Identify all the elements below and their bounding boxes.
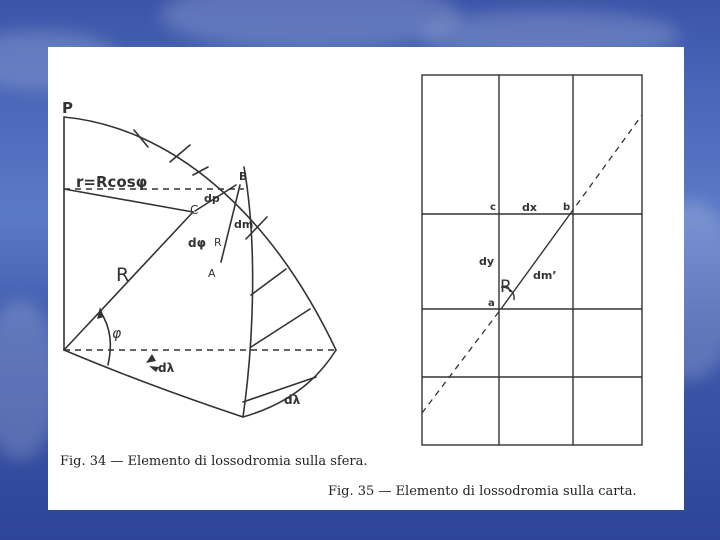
label-R-angle: R (500, 277, 512, 297)
label-dx: dx (522, 201, 537, 214)
label-dm-prime: dm’ (533, 269, 557, 282)
label-point-a: a (488, 298, 495, 309)
label-point-C: C (190, 203, 199, 217)
chart-frame (422, 75, 642, 445)
phi-angle-arc (100, 311, 110, 365)
label-dlambda-outer: dλ (284, 393, 301, 407)
hatch-line (251, 269, 286, 295)
label-dp: dp (204, 192, 220, 205)
label-dy: dy (479, 255, 495, 268)
label-phi: φ (112, 326, 122, 342)
label-dlambda-inner: dλ (158, 361, 175, 375)
hatch-line (134, 130, 148, 147)
label-point-c: c (490, 202, 496, 213)
label-point-B: B (239, 170, 248, 183)
dlambda-arrow (146, 354, 156, 363)
label-dm: dm (234, 218, 254, 231)
label-R-small: R (214, 236, 222, 249)
slide-panel (48, 47, 684, 510)
label-point-A: A (208, 267, 216, 280)
label-R-radius: R (116, 264, 130, 286)
sky-cloud (160, 0, 460, 50)
label-point-b: b (563, 202, 571, 213)
caption-fig-35: Fig. 35 — Elemento di lossodromia sulla carta. (328, 484, 637, 499)
caption-fig-34: Fig. 34 — Elemento di lossodromia sulla sfera. (60, 454, 368, 469)
diagram-canvas (48, 47, 684, 510)
inner-meridian-arc (243, 167, 253, 417)
label-pole-P: P (62, 99, 73, 117)
hatch-line (243, 377, 316, 402)
hatch-line (251, 309, 310, 347)
rhumb-line-dashed (422, 309, 501, 413)
label-r-equals-Rcosphi: r=Rcosφ (76, 173, 148, 191)
outer-meridian-arc (64, 117, 336, 350)
parallel-radius (64, 189, 193, 212)
label-dphi: dφ (188, 236, 206, 250)
rhumb-line-dashed (570, 115, 642, 214)
